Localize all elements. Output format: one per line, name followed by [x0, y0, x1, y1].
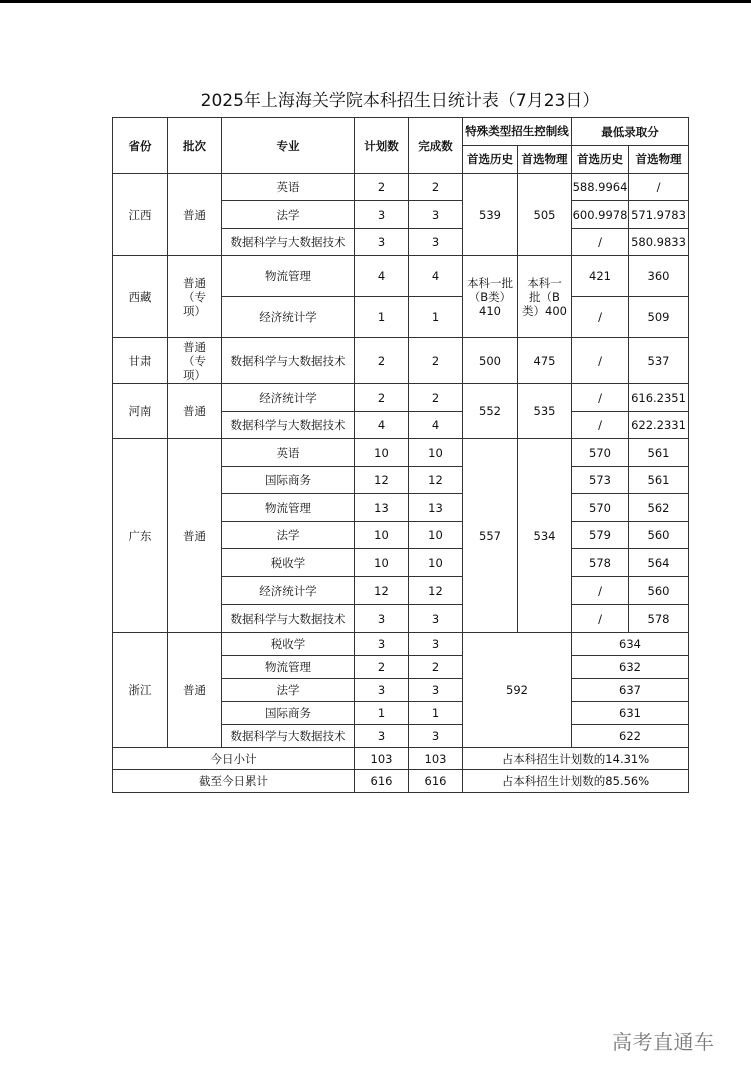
- summary-row-cumulative: [113, 770, 689, 793]
- major-cell: 税收学: [222, 633, 355, 656]
- done-cell: 2: [409, 656, 463, 679]
- control-line-cell: 592: [463, 633, 572, 748]
- batch-cell: 普通: [168, 439, 222, 633]
- batch-cell: 普通: [168, 174, 222, 256]
- min-physics-cell: 571.9783: [629, 201, 689, 229]
- control-history-cell: 本科一批（B类）410: [463, 256, 518, 338]
- province-cell: 河南: [113, 384, 168, 439]
- major-cell: 数据科学与大数据技术: [222, 412, 355, 439]
- min-physics-cell: 509: [629, 297, 689, 338]
- major-cell: 国际商务: [222, 467, 355, 494]
- plan-cell: 12: [355, 467, 409, 494]
- control-history-cell: 557: [463, 439, 518, 633]
- header-min-score: 最低录取分: [572, 118, 689, 146]
- major-cell: 数据科学与大数据技术: [222, 725, 355, 748]
- summary-plan: 616: [355, 770, 409, 793]
- plan-cell: 3: [355, 201, 409, 229]
- summary-label: 今日小计: [113, 748, 355, 770]
- table-row: [113, 439, 689, 467]
- plan-cell: 1: [355, 702, 409, 725]
- major-cell: 数据科学与大数据技术: [222, 338, 355, 384]
- summary-row-today: [113, 748, 689, 770]
- plan-cell: 2: [355, 174, 409, 201]
- min-score-cell: 637: [572, 679, 689, 702]
- plan-cell: 2: [355, 338, 409, 384]
- min-history-cell: /: [572, 229, 629, 256]
- page-title: 2025年上海海关学院本科招生日统计表（7月23日）: [200, 91, 600, 111]
- header-plan: 计划数: [355, 118, 409, 174]
- done-cell: 12: [409, 577, 463, 605]
- plan-cell: 3: [355, 725, 409, 748]
- done-cell: 3: [409, 633, 463, 656]
- header-control-physics: 首选物理: [518, 146, 572, 174]
- plan-cell: 10: [355, 522, 409, 549]
- min-physics-cell: 580.9833: [629, 229, 689, 256]
- major-cell: 英语: [222, 439, 355, 467]
- major-cell: 数据科学与大数据技术: [222, 229, 355, 256]
- summary-done: 103: [409, 748, 463, 770]
- table-row: [113, 338, 689, 384]
- done-cell: 3: [409, 229, 463, 256]
- plan-cell: 10: [355, 439, 409, 467]
- min-physics-cell: 578: [629, 605, 689, 633]
- summary-plan: 103: [355, 748, 409, 770]
- min-history-cell: 578: [572, 549, 629, 577]
- major-cell: 经济统计学: [222, 384, 355, 412]
- done-cell: 3: [409, 201, 463, 229]
- done-cell: 2: [409, 174, 463, 201]
- plan-cell: 10: [355, 549, 409, 577]
- min-physics-cell: 560: [629, 577, 689, 605]
- province-cell: 西藏: [113, 256, 168, 338]
- summary-label: 截至今日累计: [113, 770, 355, 793]
- min-history-cell: /: [572, 384, 629, 412]
- min-history-cell: 570: [572, 439, 629, 467]
- admission-stats-table: [112, 117, 689, 793]
- min-history-cell: 588.9964: [572, 174, 629, 201]
- batch-cell: 普通（专项）: [168, 256, 222, 338]
- done-cell: 1: [409, 297, 463, 338]
- watermark: 高考直通车: [612, 1030, 715, 1054]
- control-history-cell: 500: [463, 338, 518, 384]
- min-history-cell: 600.9978: [572, 201, 629, 229]
- control-history-cell: 539: [463, 174, 518, 256]
- plan-cell: 3: [355, 605, 409, 633]
- header-control-line: 特殊类型招生控制线: [463, 118, 572, 146]
- table-row: [113, 384, 689, 412]
- done-cell: 4: [409, 412, 463, 439]
- done-cell: 10: [409, 439, 463, 467]
- summary-note: 占本科招生计划数的85.56%: [463, 770, 689, 793]
- control-physics-cell: 534: [518, 439, 572, 633]
- done-cell: 10: [409, 522, 463, 549]
- plan-cell: 3: [355, 633, 409, 656]
- min-physics-cell: 616.2351: [629, 384, 689, 412]
- min-history-cell: 570: [572, 494, 629, 522]
- major-cell: 物流管理: [222, 256, 355, 297]
- batch-cell: 普通（专项）: [168, 338, 222, 384]
- header-batch: 批次: [168, 118, 222, 174]
- plan-cell: 4: [355, 256, 409, 297]
- major-cell: 经济统计学: [222, 577, 355, 605]
- done-cell: 13: [409, 494, 463, 522]
- header-min-history: 首选历史: [572, 146, 629, 174]
- min-physics-cell: 560: [629, 522, 689, 549]
- province-cell: 广东: [113, 439, 168, 633]
- province-cell: 浙江: [113, 633, 168, 748]
- min-physics-cell: 622.2331: [629, 412, 689, 439]
- major-cell: 英语: [222, 174, 355, 201]
- plan-cell: 13: [355, 494, 409, 522]
- min-physics-cell: 564: [629, 549, 689, 577]
- plan-cell: 2: [355, 384, 409, 412]
- min-history-cell: /: [572, 338, 629, 384]
- min-physics-cell: 537: [629, 338, 689, 384]
- done-cell: 10: [409, 549, 463, 577]
- min-physics-cell: 561: [629, 439, 689, 467]
- major-cell: 数据科学与大数据技术: [222, 605, 355, 633]
- table-row: [113, 256, 689, 297]
- province-cell: 甘肃: [113, 338, 168, 384]
- header-control-history: 首选历史: [463, 146, 518, 174]
- min-physics-cell: 561: [629, 467, 689, 494]
- summary-done: 616: [409, 770, 463, 793]
- min-history-cell: /: [572, 605, 629, 633]
- plan-cell: 12: [355, 577, 409, 605]
- min-physics-cell: 360: [629, 256, 689, 297]
- done-cell: 12: [409, 467, 463, 494]
- min-history-cell: /: [572, 577, 629, 605]
- plan-cell: 4: [355, 412, 409, 439]
- batch-cell: 普通: [168, 384, 222, 439]
- batch-cell: 普通: [168, 633, 222, 748]
- control-physics-cell: 本科一批（B类）400: [518, 256, 572, 338]
- table-row: [113, 633, 689, 656]
- plan-cell: 3: [355, 679, 409, 702]
- min-score-cell: 622: [572, 725, 689, 748]
- major-cell: 经济统计学: [222, 297, 355, 338]
- control-physics-cell: 535: [518, 384, 572, 439]
- province-cell: 江西: [113, 174, 168, 256]
- min-history-cell: 421: [572, 256, 629, 297]
- major-cell: 法学: [222, 201, 355, 229]
- min-history-cell: 573: [572, 467, 629, 494]
- header-major: 专业: [222, 118, 355, 174]
- top-border: [0, 0, 751, 3]
- plan-cell: 1: [355, 297, 409, 338]
- done-cell: 3: [409, 605, 463, 633]
- major-cell: 法学: [222, 679, 355, 702]
- table-row: [113, 174, 689, 201]
- done-cell: 1: [409, 702, 463, 725]
- done-cell: 3: [409, 725, 463, 748]
- major-cell: 国际商务: [222, 702, 355, 725]
- min-history-cell: /: [572, 412, 629, 439]
- min-score-cell: 634: [572, 633, 689, 656]
- done-cell: 4: [409, 256, 463, 297]
- done-cell: 2: [409, 338, 463, 384]
- control-physics-cell: 475: [518, 338, 572, 384]
- min-score-cell: 632: [572, 656, 689, 679]
- header-min-physics: 首选物理: [629, 146, 689, 174]
- header-province: 省份: [113, 118, 168, 174]
- control-physics-cell: 505: [518, 174, 572, 256]
- major-cell: 物流管理: [222, 494, 355, 522]
- plan-cell: 2: [355, 656, 409, 679]
- control-history-cell: 552: [463, 384, 518, 439]
- plan-cell: 3: [355, 229, 409, 256]
- min-physics-cell: 562: [629, 494, 689, 522]
- header-completed: 完成数: [409, 118, 463, 174]
- major-cell: 税收学: [222, 549, 355, 577]
- min-score-cell: 631: [572, 702, 689, 725]
- min-history-cell: /: [572, 297, 629, 338]
- major-cell: 法学: [222, 522, 355, 549]
- min-physics-cell: /: [629, 174, 689, 201]
- summary-note: 占本科招生计划数的14.31%: [463, 748, 689, 770]
- done-cell: 3: [409, 679, 463, 702]
- min-history-cell: 579: [572, 522, 629, 549]
- major-cell: 物流管理: [222, 656, 355, 679]
- done-cell: 2: [409, 384, 463, 412]
